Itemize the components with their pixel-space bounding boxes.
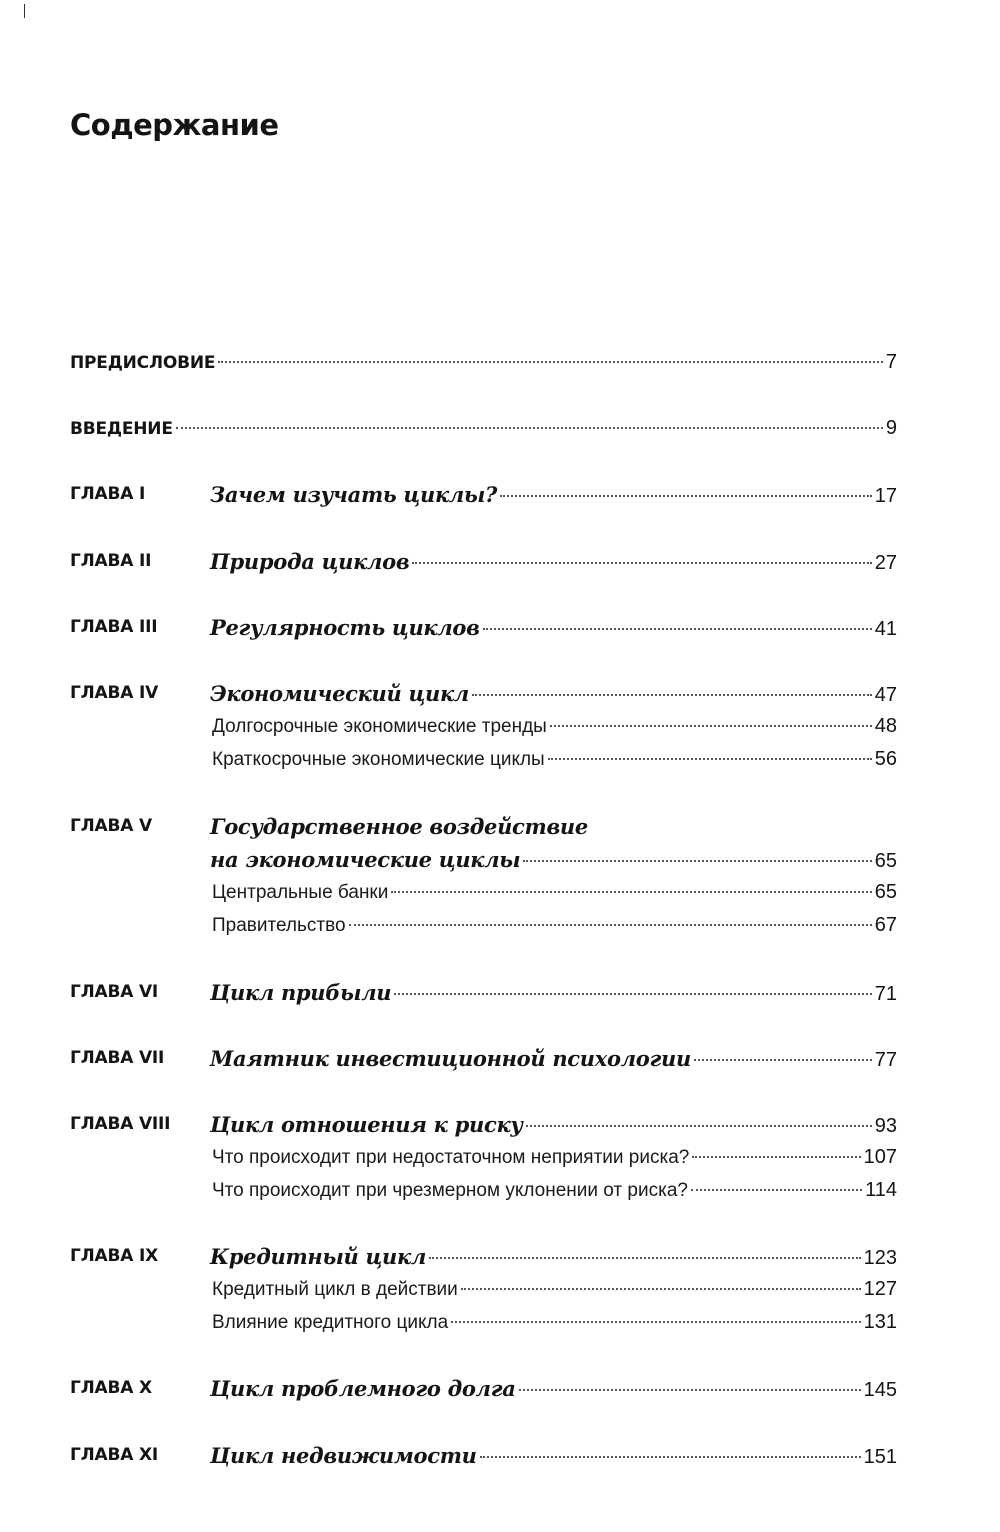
chapter-label: ГЛАВА X — [70, 1378, 152, 1398]
chapter-label: ГЛАВА VIII — [70, 1114, 171, 1134]
toc-entry-chapter-11[interactable] — [0, 1439, 1000, 1472]
chapter-title: Кредитный цикл — [210, 1244, 427, 1269]
toc-entry-chapter-6[interactable] — [0, 976, 1000, 1009]
chapter-label: ГЛАВА IV — [70, 683, 159, 703]
page-title: Содержание — [70, 108, 279, 142]
toc-entry-page: 127 — [863, 1278, 897, 1300]
section-title: Долгосрочные экономические тренды — [212, 716, 547, 737]
toc-entry-chapter-3[interactable] — [0, 611, 1000, 644]
chapter-label: ГЛАВА V — [70, 816, 152, 836]
toc-subentry[interactable] — [0, 1306, 1000, 1339]
dot-leader — [523, 860, 871, 862]
toc-subentry[interactable] — [0, 876, 1000, 909]
toc-entry-page: 9 — [885, 417, 897, 439]
chapter-label: ГЛАВА VI — [70, 982, 159, 1002]
dot-leader — [429, 1257, 861, 1259]
toc-entry-page: 123 — [863, 1247, 897, 1269]
toc-subentry[interactable] — [0, 743, 1000, 776]
chapter-title: Цикл прибыли — [210, 980, 392, 1005]
dot-leader — [548, 758, 872, 760]
margin-mark — [24, 4, 25, 18]
dot-leader — [480, 1456, 861, 1458]
chapter-label: ГЛАВА IX — [70, 1246, 158, 1266]
chapter-title: Регулярность циклов — [210, 615, 480, 640]
dot-leader — [526, 1125, 872, 1127]
toc-entry-title: ПРЕДИСЛОВИЕ — [70, 353, 216, 373]
toc-entry-chapter-5-continued[interactable] — [0, 843, 1000, 876]
chapter-title: Экономический цикл — [210, 681, 470, 706]
toc-entry-page: 17 — [874, 485, 897, 507]
toc-entry-page: 77 — [874, 1049, 897, 1071]
dot-leader — [349, 924, 872, 926]
toc-entry-introduction[interactable] — [0, 412, 1000, 445]
toc-entry-page: 107 — [863, 1146, 897, 1168]
toc-entry-page: 7 — [885, 351, 897, 373]
section-title: Кредитный цикл в действии — [212, 1279, 458, 1300]
section-title: Центральные банки — [212, 882, 389, 903]
chapter-title: Цикл отношения к риску — [210, 1112, 523, 1137]
dot-leader — [692, 1156, 860, 1158]
dot-leader — [412, 562, 871, 564]
toc-subentry[interactable] — [0, 1174, 1000, 1207]
toc-entry-chapter-9[interactable] — [0, 1240, 1000, 1273]
toc-entry-page: 93 — [874, 1115, 897, 1137]
toc-entry-title: ВВЕДЕНИЕ — [70, 419, 173, 439]
dot-leader — [461, 1288, 861, 1290]
toc-subentry[interactable] — [0, 710, 1000, 743]
section-title: Правительство — [212, 915, 346, 936]
toc-entry-page: 27 — [874, 552, 897, 574]
dot-leader — [176, 427, 883, 429]
toc-entry-page: 47 — [874, 684, 897, 706]
chapter-label: ГЛАВА I — [70, 484, 146, 504]
chapter-title: Природа циклов — [210, 549, 410, 574]
toc-subentry[interactable] — [0, 1273, 1000, 1306]
dot-leader — [394, 993, 872, 995]
toc-entry-chapter-4[interactable] — [0, 677, 1000, 710]
toc-entry-chapter-7[interactable] — [0, 1042, 1000, 1075]
toc-entry-page: 114 — [865, 1179, 897, 1201]
toc-entry-page: 48 — [874, 715, 897, 737]
chapter-title: Маятник инвестиционной психологии — [210, 1046, 691, 1071]
toc-entry-page: 65 — [874, 850, 897, 872]
toc-entry-page: 151 — [863, 1446, 897, 1468]
toc-entry-page: 41 — [874, 618, 897, 640]
dot-leader — [451, 1321, 860, 1323]
chapter-label: ГЛАВА III — [70, 617, 158, 637]
dot-leader — [691, 1189, 862, 1191]
toc-entry-page: 145 — [863, 1379, 897, 1401]
dot-leader — [519, 1389, 861, 1391]
chapter-label: ГЛАВА VII — [70, 1048, 165, 1068]
chapter-title: Цикл недвижимости — [210, 1443, 477, 1468]
section-title: Влияние кредитного цикла — [212, 1312, 449, 1333]
chapter-title: на экономические циклы — [210, 847, 521, 872]
section-title: Что происходит при чрезмерном уклонении от риска? — [212, 1180, 688, 1201]
toc-entry-page: 67 — [874, 914, 897, 936]
toc-subentry[interactable] — [0, 909, 1000, 942]
toc-entry-chapter-10[interactable] — [0, 1372, 1000, 1405]
dot-leader — [694, 1059, 872, 1061]
chapter-title: Зачем изучать циклы? — [210, 482, 498, 507]
toc-entry-chapter-2[interactable] — [0, 545, 1000, 578]
dot-leader — [500, 495, 872, 497]
dot-leader — [483, 628, 872, 630]
chapter-label: ГЛАВА XI — [70, 1445, 158, 1465]
chapter-label: ГЛАВА II — [70, 551, 152, 571]
toc-entry-chapter-8[interactable] — [0, 1108, 1000, 1141]
dot-leader — [391, 891, 871, 893]
toc-entry-preface[interactable] — [0, 346, 1000, 379]
toc-entry-page: 131 — [863, 1311, 897, 1333]
dot-leader — [218, 361, 883, 363]
dot-leader — [550, 725, 872, 727]
toc-subentry[interactable] — [0, 1141, 1000, 1174]
chapter-title: Цикл проблемного долга — [210, 1376, 516, 1401]
toc-entry-page: 71 — [874, 983, 897, 1005]
dot-leader — [472, 694, 872, 696]
toc-entry-chapter-1[interactable] — [0, 478, 1000, 511]
toc-entry-page: 65 — [874, 881, 897, 903]
toc-entry-chapter-5[interactable] — [0, 810, 1000, 843]
chapter-title: Государственное воздействие — [210, 814, 588, 839]
toc-entry-page: 56 — [874, 748, 897, 770]
section-title: Что происходит при недостаточном неприятии риска? — [212, 1147, 690, 1168]
section-title: Краткосрочные экономические циклы — [212, 749, 545, 770]
